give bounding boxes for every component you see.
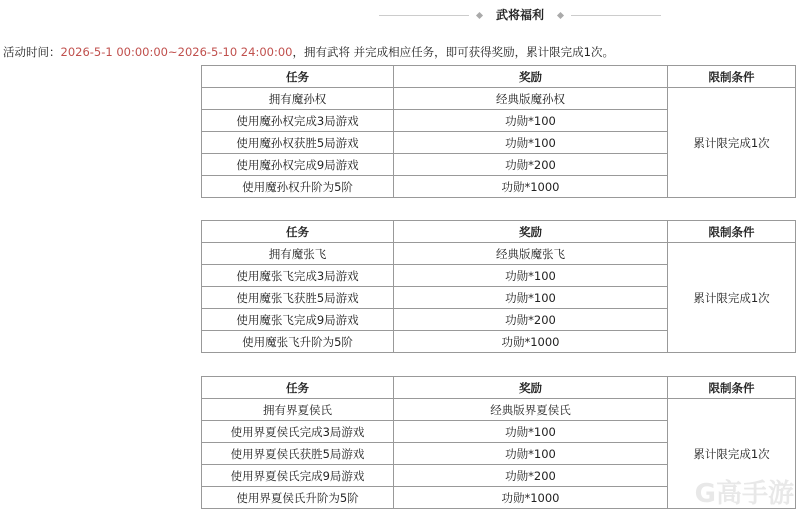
reward-cell: 经典版界夏侯氏 bbox=[394, 399, 668, 421]
activity-intro bbox=[3, 44, 614, 60]
task-cell: 使用界夏侯氏完成9局游戏 bbox=[202, 465, 394, 487]
reward-cell: 功勋*1000 bbox=[394, 331, 668, 353]
reward-cell: 功勋*100 bbox=[394, 443, 668, 465]
table-row bbox=[202, 243, 796, 265]
reward-cell: 功勋*100 bbox=[394, 421, 668, 443]
task-cell: 拥有界夏侯氏 bbox=[202, 399, 394, 421]
reward-cell: 功勋*100 bbox=[394, 265, 668, 287]
header-reward: 奖励 bbox=[394, 221, 668, 243]
reward-cell: 功勋*100 bbox=[394, 287, 668, 309]
reward-cell: 功勋*200 bbox=[394, 154, 668, 176]
reward-cell: 功勋*100 bbox=[394, 132, 668, 154]
reward-cell: 功勋*1000 bbox=[394, 487, 668, 509]
task-cell: 使用界夏侯氏完成3局游戏 bbox=[202, 421, 394, 443]
reward-cell: 经典版魔孙权 bbox=[394, 88, 668, 110]
task-cell: 使用魔张飞获胜5局游戏 bbox=[202, 287, 394, 309]
limit-cell: 累计限完成1次 bbox=[668, 88, 796, 198]
title-text: 武将福利 bbox=[495, 8, 544, 22]
header-limit: 限制条件 bbox=[668, 221, 796, 243]
header-task: 任务 bbox=[202, 66, 394, 88]
intro-time: 2026-5-1 00:00:00~2026-5-10 24:00:00 bbox=[60, 45, 293, 59]
watermark-logo: G高手游 bbox=[694, 479, 794, 509]
header-limit: 限制条件 bbox=[668, 66, 796, 88]
reward-cell: 功勋*200 bbox=[394, 309, 668, 331]
reward-table bbox=[201, 220, 796, 353]
task-cell: 使用魔孙权完成9局游戏 bbox=[202, 154, 394, 176]
reward-cell: 经典版魔张飞 bbox=[394, 243, 668, 265]
reward-table bbox=[201, 65, 796, 198]
task-cell: 使用魔张飞完成3局游戏 bbox=[202, 265, 394, 287]
intro-label: 活动时间： bbox=[3, 45, 61, 59]
table-row bbox=[202, 88, 796, 110]
task-cell: 拥有魔张飞 bbox=[202, 243, 394, 265]
header-task: 任务 bbox=[202, 377, 394, 399]
table-header bbox=[202, 66, 796, 88]
intro-text: ，拥有武将 并完成相应任务，即可获得奖励，累计限完成1次。 bbox=[292, 45, 614, 59]
table-header bbox=[202, 377, 796, 399]
table-row bbox=[202, 399, 796, 421]
section-title bbox=[0, 6, 800, 23]
reward-cell: 功勋*200 bbox=[394, 465, 668, 487]
limit-cell: 累计限完成1次 bbox=[668, 243, 796, 353]
header-reward: 奖励 bbox=[394, 377, 668, 399]
reward-cell: 功勋*100 bbox=[394, 110, 668, 132]
task-cell: 使用魔张飞完成9局游戏 bbox=[202, 309, 394, 331]
limit-cell: 累计限完成1次 bbox=[668, 399, 796, 509]
task-cell: 拥有魔孙权 bbox=[202, 88, 394, 110]
reward-cell: 功勋*1000 bbox=[394, 176, 668, 198]
task-cell: 使用魔张飞升阶为5阶 bbox=[202, 331, 394, 353]
header-reward: 奖励 bbox=[394, 66, 668, 88]
task-cell: 使用魔孙权获胜5局游戏 bbox=[202, 132, 394, 154]
task-cell: 使用界夏侯氏升阶为5阶 bbox=[202, 487, 394, 509]
header-task: 任务 bbox=[202, 221, 394, 243]
task-cell: 使用魔孙权升阶为5阶 bbox=[202, 176, 394, 198]
task-cell: 使用界夏侯氏获胜5局游戏 bbox=[202, 443, 394, 465]
header-limit: 限制条件 bbox=[668, 377, 796, 399]
table-header bbox=[202, 221, 796, 243]
task-cell: 使用魔孙权完成3局游戏 bbox=[202, 110, 394, 132]
